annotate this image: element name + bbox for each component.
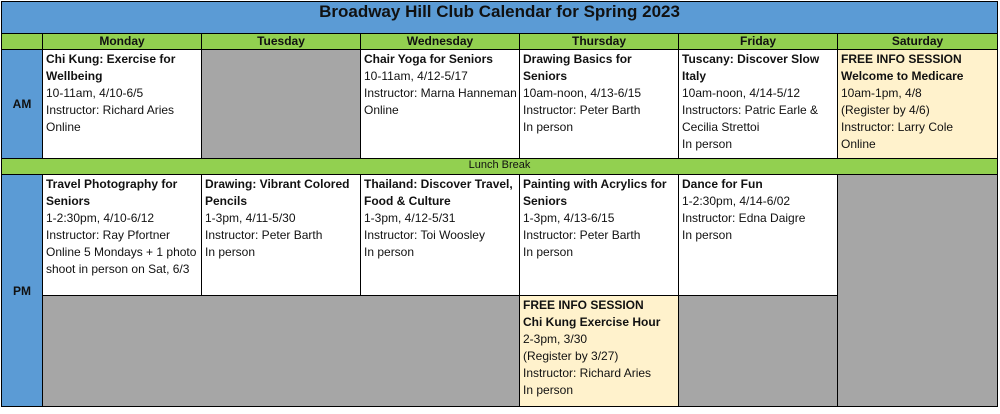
- class-title: Chi Kung: Exercise for Wellbeing: [46, 52, 176, 83]
- class-time: 1-2:30pm, 4/10-6/12: [46, 211, 155, 225]
- class-instructor: Instructor: Larry Cole: [841, 120, 954, 134]
- am-label: AM: [2, 50, 43, 159]
- class-time: 1-3pm, 4/11-5/30: [205, 211, 296, 225]
- empty-cell-pm2-mon-wed: [43, 296, 520, 407]
- calendar-sheet: [1, 1, 999, 412]
- class-instructor: Instructor: Richard Aries: [523, 366, 652, 380]
- class-time: 10am-noon, 4/13-6/15: [523, 86, 642, 100]
- class-time: 10am-1pm, 4/8: [841, 86, 922, 100]
- class-instructor: Instructor: Ray Pfortner: [46, 228, 171, 242]
- class-location: In person: [523, 120, 574, 134]
- class-cell-pm-wednesday: [361, 175, 520, 296]
- class-cell-am-friday: [679, 50, 838, 159]
- class-title: Painting with Acrylics for Seniors: [523, 177, 667, 208]
- info-session-cell-am-saturday: [838, 50, 998, 159]
- day-header-friday: Friday: [679, 34, 838, 50]
- empty-cell-pm-saturday: [838, 175, 998, 407]
- corner-cell: [2, 34, 43, 50]
- class-time: 1-3pm, 4/12-5/31: [364, 211, 456, 225]
- class-cell-am-monday: [43, 50, 202, 159]
- class-title: Dance for Fun: [682, 177, 763, 191]
- class-location: In person: [682, 137, 733, 151]
- class-time: 10-11am, 4/12-5/17: [364, 69, 468, 83]
- class-location: Online: [841, 137, 876, 151]
- class-location: In person: [205, 245, 256, 259]
- day-header-monday: Monday: [43, 34, 202, 50]
- class-title: Chi Kung Exercise Hour: [523, 315, 661, 329]
- pm-label: PM: [2, 175, 43, 407]
- day-header-thursday: Thursday: [520, 34, 679, 50]
- class-cell-am-wednesday: [361, 50, 520, 159]
- class-cell-pm-monday: [43, 175, 202, 296]
- class-cell-am-thursday: [520, 50, 679, 159]
- class-location: Online 5 Mondays + 1 photo shoot in person on Sat, 6/3: [46, 245, 197, 276]
- class-instructor: Instructor: Peter Barth: [523, 228, 641, 242]
- class-cell-pm-tuesday: [202, 175, 361, 296]
- class-instructor: Instructors: Patric Earle & Cecilia Strettoi: [682, 103, 819, 134]
- class-cell-pm-thursday: [520, 175, 679, 296]
- class-location: In person: [682, 228, 733, 242]
- class-title: Drawing Basics for Seniors: [523, 52, 632, 83]
- class-cell-pm-friday: [679, 175, 838, 296]
- class-location: Online: [46, 120, 81, 134]
- class-instructor: Instructor: Edna Daigre: [682, 211, 806, 225]
- class-location: In person: [523, 383, 574, 397]
- info-session-cell-pm-thursday: [520, 296, 679, 407]
- class-title: Travel Photography for Seniors: [46, 177, 178, 208]
- class-register-deadline: (Register by 4/6): [841, 103, 930, 117]
- empty-cell-pm2-friday: [679, 296, 838, 407]
- day-header-tuesday: Tuesday: [202, 34, 361, 50]
- class-time: 10am-noon, 4/14-5/12: [682, 86, 801, 100]
- class-instructor: Instructor: Richard Aries: [46, 103, 175, 117]
- lunch-break-row: Lunch Break: [2, 159, 998, 175]
- info-session-label: FREE INFO SESSION: [523, 298, 644, 312]
- calendar-title: Broadway Hill Club Calendar for Spring 2023: [2, 2, 998, 34]
- class-title: Drawing: Vibrant Colored Pencils: [205, 177, 350, 208]
- class-time: 10-11am, 4/10-6/5: [46, 86, 144, 100]
- class-location: In person: [364, 245, 415, 259]
- class-register-deadline: (Register by 3/27): [523, 349, 619, 363]
- class-location: Online: [364, 103, 399, 117]
- class-instructor: Instructor: Peter Barth: [523, 103, 641, 117]
- class-location: In person: [523, 245, 574, 259]
- class-instructor: Instructor: Toi Woosley: [364, 228, 485, 242]
- empty-cell-am-tuesday: [202, 50, 361, 159]
- info-session-label: FREE INFO SESSION: [841, 52, 962, 66]
- class-time: 2-3pm, 3/30: [523, 332, 588, 346]
- class-title: Welcome to Medicare: [841, 69, 964, 83]
- class-time: 1-2:30pm, 4/14-6/02: [682, 194, 791, 208]
- day-header-wednesday: Wednesday: [361, 34, 520, 50]
- day-header-saturday: Saturday: [838, 34, 998, 50]
- class-instructor: Instructor: Peter Barth: [205, 228, 323, 242]
- class-title: Thailand: Discover Travel, Food & Culture: [364, 177, 513, 208]
- class-title: Tuscany: Discover Slow Italy: [682, 52, 820, 83]
- class-instructor: Instructor: Marna Hanneman: [364, 86, 517, 100]
- class-title: Chair Yoga for Seniors: [364, 52, 493, 66]
- calendar-table: [1, 1, 998, 407]
- class-time: 1-3pm, 4/13-6/15: [523, 211, 615, 225]
